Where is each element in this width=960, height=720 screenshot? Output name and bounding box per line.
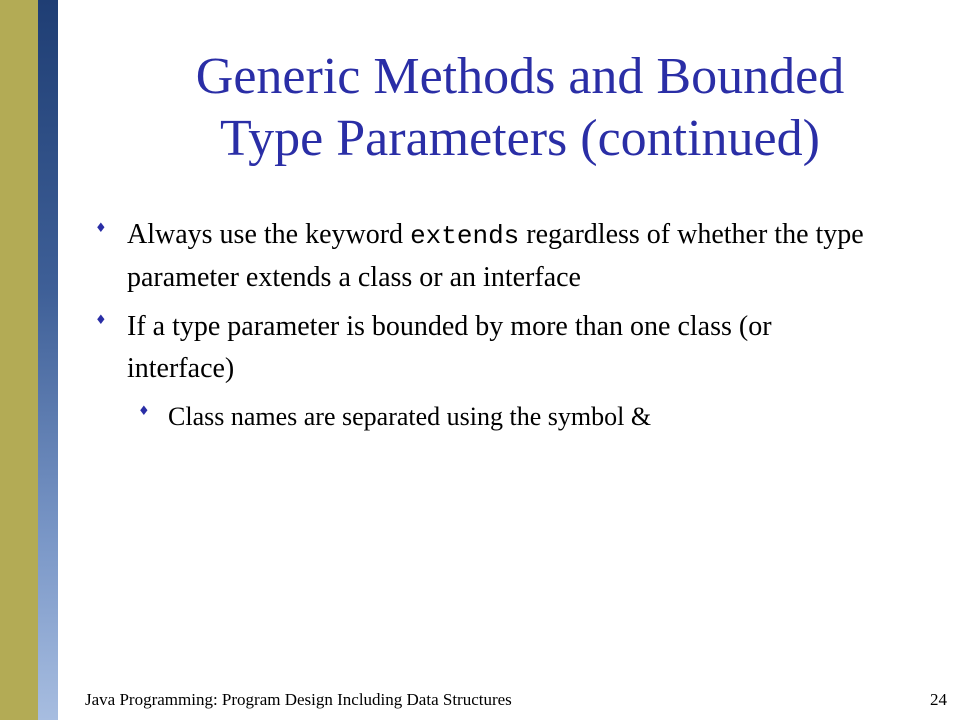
- footer-course-title: Java Programming: Program Design Including Data Structures: [85, 690, 512, 709]
- left-accent-bar-olive: [0, 0, 38, 720]
- bullet-1-code-keyword: extends: [410, 221, 520, 251]
- bullet-item-1: [95, 214, 875, 299]
- bullet-list: [95, 214, 875, 444]
- footer-page-number: 24: [930, 690, 947, 709]
- slide-footer: [85, 688, 947, 712]
- left-accent-bar-blue: [38, 0, 58, 720]
- bullet-2-text: If a type parameter is bounded by more than one class (or interface): [127, 311, 772, 384]
- diamond-bullet-icon: ♦: [138, 404, 150, 419]
- bullet-1-text-after: regardless of whether the type parameter extends a class or an interface: [127, 219, 864, 293]
- bullet-item-2: [95, 306, 875, 390]
- slide-title: [110, 46, 930, 170]
- sub-bullet-item-1: [138, 397, 875, 437]
- diamond-bullet-icon: ♦: [95, 313, 107, 328]
- slide-title-line-1: Generic Methods and Bounded: [195, 48, 845, 105]
- slide-title-line-2: Type Parameters (continued): [220, 110, 820, 167]
- diamond-bullet-icon: ♦: [95, 221, 107, 236]
- bullet-1-text-before: Always use the keyword: [127, 219, 411, 250]
- sub-bullet-1-text: Class names are separated using the symbol &: [168, 402, 652, 431]
